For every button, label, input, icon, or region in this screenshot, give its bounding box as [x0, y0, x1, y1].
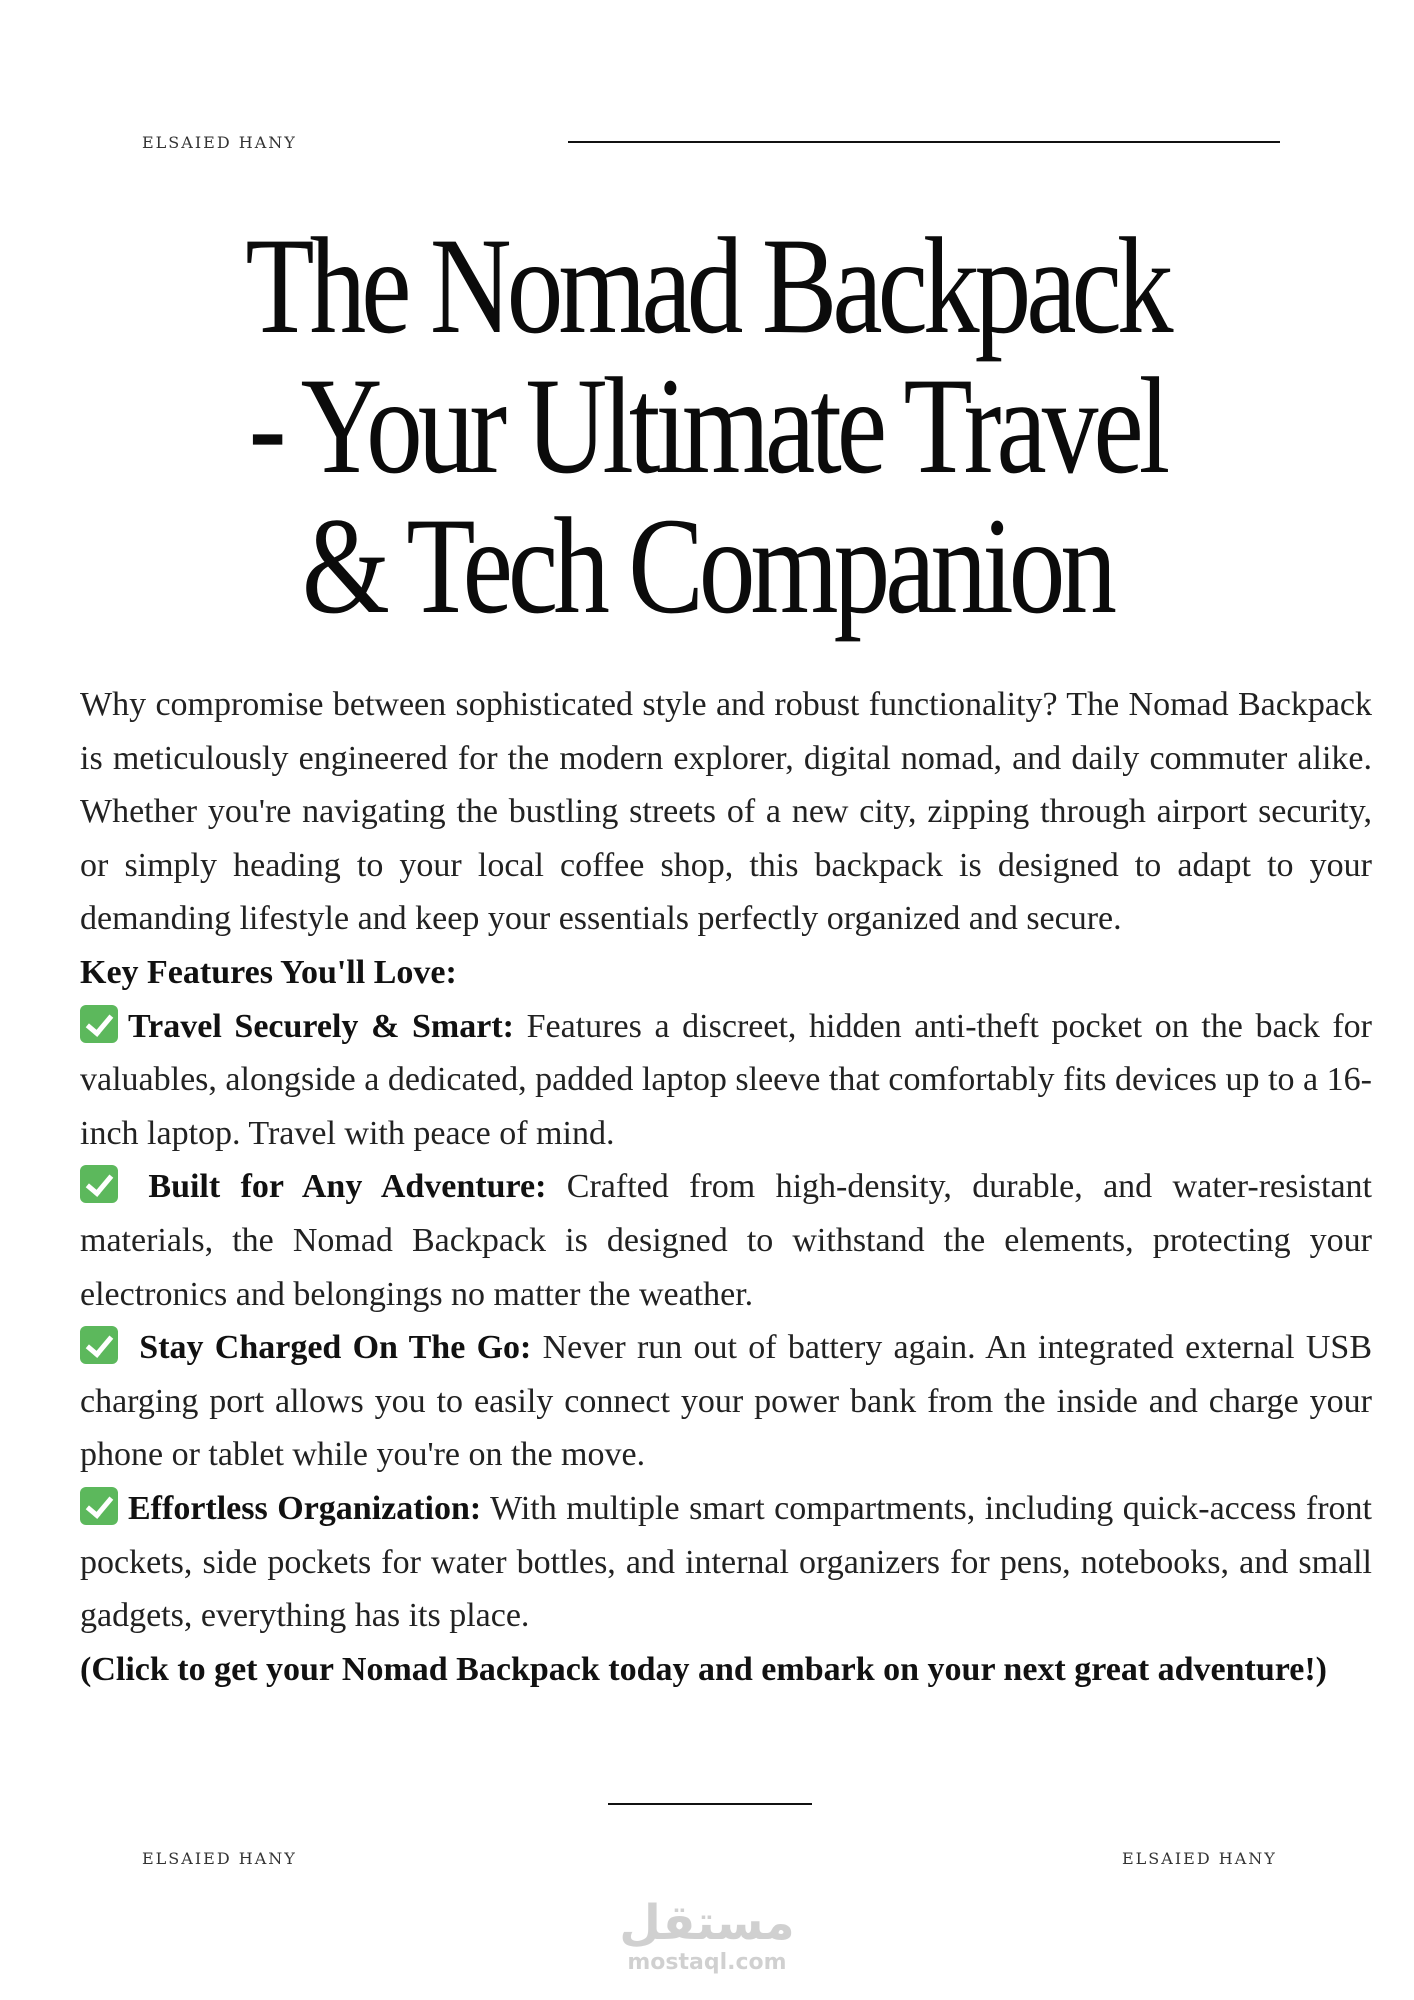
- intro-paragraph: Why compromise between sophisticated style and robust functionality? The Nomad Backpack is meticulously engineered for the modern explorer, digital nomad, and daily commuter alike. Whether you're navigating the bustling streets of a new city, zipping through airport security, or simply heading to your local coffee shop, this backpack is designed to adapt to your demanding lifestyle and keep your essentials perfectly organized and secure.: [80, 686, 1372, 938]
- feature-title: Effortless Organization:: [128, 1489, 482, 1527]
- watermark-logo-text: مستقل: [619, 1895, 795, 1951]
- watermark-logo: [607, 1895, 807, 1975]
- feature-item: [80, 1482, 1372, 1643]
- feature-text: With multiple smart compartments, including quick-access front pockets, side pockets for water bottles, and internal organizers for pens, notebooks, and small gadgets, everything has its place.: [80, 1489, 1373, 1635]
- feature-item: [80, 1000, 1372, 1161]
- feature-text: Never run out of battery again. An integrated external USB charging port allows you to easily connect your power bank from the inside and charge your phone or tablet while you're on the move.: [80, 1329, 1373, 1474]
- feature-text: Features a discreet, hidden anti-theft pocket on the back for valuables, alongside a dedicated, padded laptop sleeve that comfortably fits devices up to a 16-inch laptop. Travel with peace of mind.: [80, 1007, 1372, 1152]
- feature-title: Built for Any Adventure:: [148, 1168, 547, 1206]
- footer-divider: [608, 1803, 812, 1805]
- check-mark-icon: [80, 1005, 118, 1043]
- article-body: [80, 678, 1372, 1696]
- header-divider: [568, 141, 1280, 143]
- check-mark-icon: [80, 1326, 118, 1364]
- footer-author-left: ELSAIED HANY: [142, 1849, 297, 1868]
- feature-item: [80, 1321, 1372, 1482]
- header-author: ELSAIED HANY: [142, 133, 297, 152]
- check-mark-icon: [80, 1165, 118, 1203]
- feature-item: [80, 1160, 1372, 1321]
- watermark-domain: mostaql.com: [627, 1950, 787, 1975]
- check-mark-icon: [80, 1487, 118, 1525]
- footer-author-right: ELSAIED HANY: [1122, 1849, 1277, 1868]
- feature-title: Stay Charged On The Go:: [139, 1329, 532, 1367]
- call-to-action-link[interactable]: (Click to get your Nomad Backpack today and embark on your next great adventure!): [80, 1650, 1327, 1688]
- page-title: The Nomad Backpack - Your Ultimate Travel & Tech Companion: [245, 209, 1169, 642]
- features-heading: Key Features You'll Love:: [80, 953, 457, 991]
- feature-text: Crafted from high-density, durable, and water-resistant materials, the Nomad Backpack is designed to withstand the elements, protecting your electronics and belongings no matter the weather.: [80, 1168, 1372, 1313]
- feature-title: Travel Securely & Smart:: [128, 1007, 514, 1045]
